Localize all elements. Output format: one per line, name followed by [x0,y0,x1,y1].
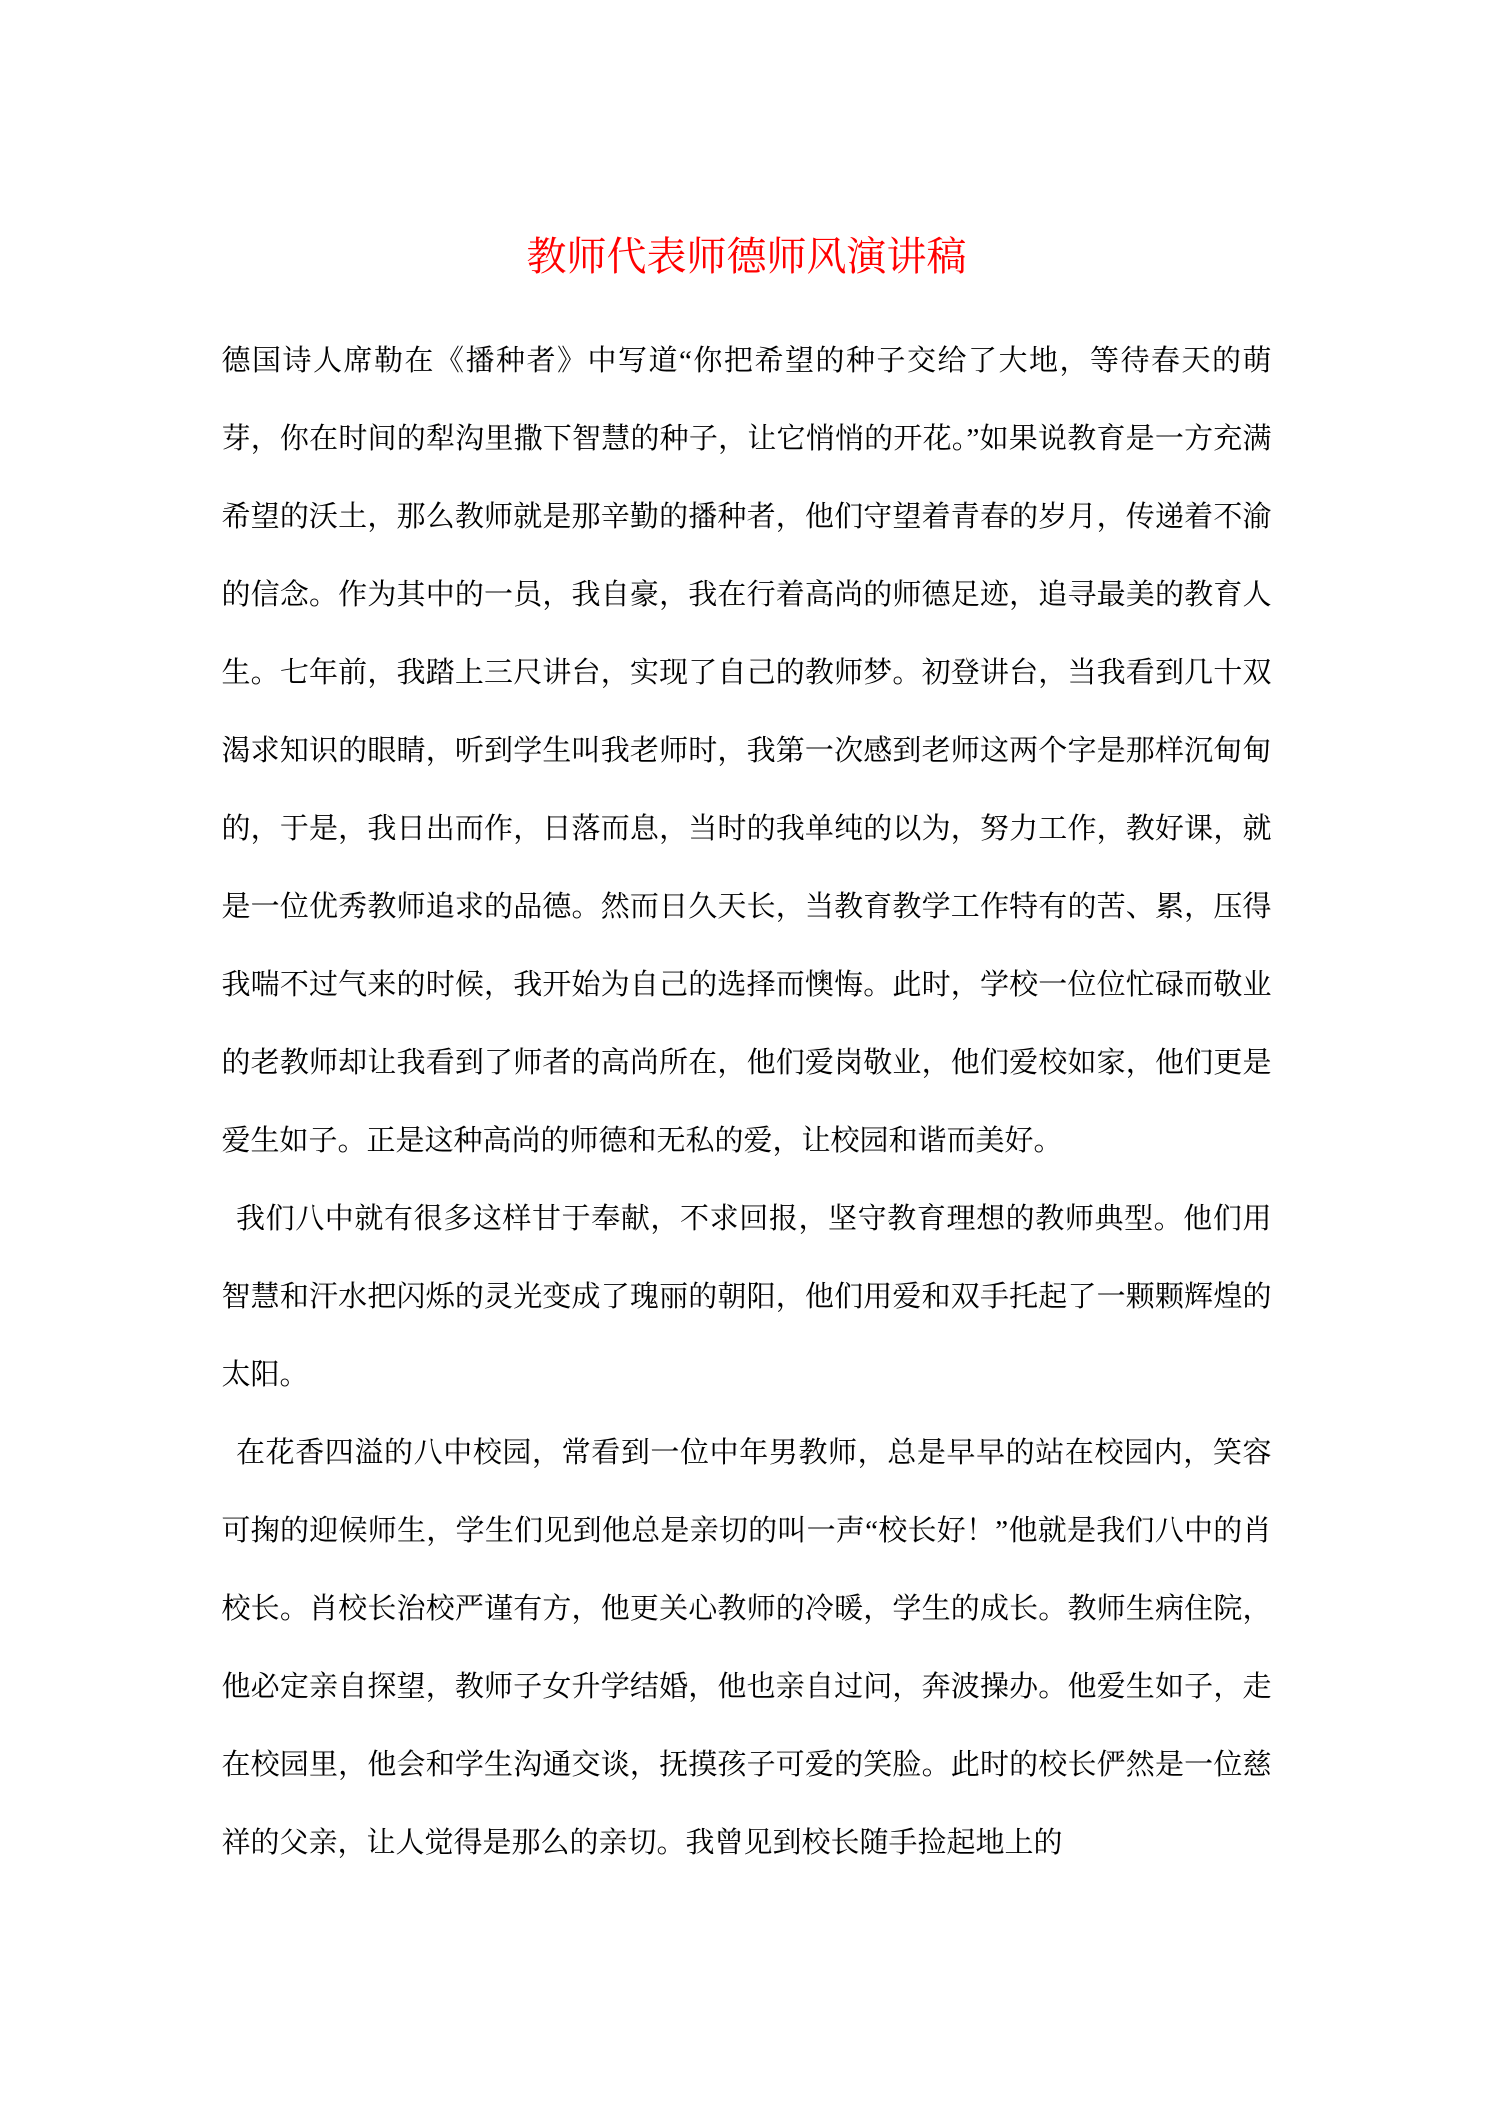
body-paragraph-3: 在花香四溢的八中校园，常看到一位中年男教师，总是早早的站在校园内，笑容可掬的迎候师生，学生们见到他总是亲切的叫一声“校长好！”他就是我们八中的肖校长。肖校长治校严谨有方，他更关心教师的冷暖，学生的成长。教师生病住院，他必定亲自探望，教师子女升学结婚，他也亲自过问，奔波操办。他爱生如子，走在校园里，他会和学生沟通交谈，抚摸孩子可爱的笑脸。此时的校长俨然是一位慈祥的父亲，让人觉得是那么的亲切。我曾见到校长随手捡起地上的 [221,1437,1272,1859]
body-paragraph-2: 我们八中就有很多这样甘于奉献，不求回报，坚守教育理想的教师典型。他们用智慧和汗水把闪烁的灵光变成了瑰丽的朝阳，他们用爱和双手托起了一颗颗辉煌的太阳。 [221,1203,1272,1391]
document-title: 教师代表师德师风演讲稿 [526,234,967,279]
page-container [222,0,1272,2112]
body-paragraph-1: 德国诗人席勒在《播种者》中写道“你把希望的种子交给了大地，等待春天的萌芽，你在时间的犁沟里撒下智慧的种子，让它悄悄的开花。”如果说教育是一方充满希望的沃土，那么教师就是那辛勤的播种者，他们守望着青春的岁月，传递着不渝的信念。作为其中的一员，我自豪，我在行着高尚的师德足迹，追寻最美的教育人生。七年前，我踏上三尺讲台，实现了自己的教师梦。初登讲台，当我看到几十双渴求知识的眼睛，听到学生叫我老师时，我第一次感到老师这两个字是那样沉甸甸的，于是，我日出而作，日落而息，当时的我单纯的以为，努力工作，教好课，就是一位优秀教师追求的品德。然而日久天长，当教育教学工作特有的苦、累，压得我喘不过气来的时候，我开始为自己的选择而懊悔。此时，学校一位位忙碌而敬业的老教师却让我看到了师者的高尚所在，他们爱岗敬业，他们爱校如家，他们更是爱生如子。正是这种高尚的师德和无私的爱，让校园和谐而美好。 [221,345,1272,1157]
